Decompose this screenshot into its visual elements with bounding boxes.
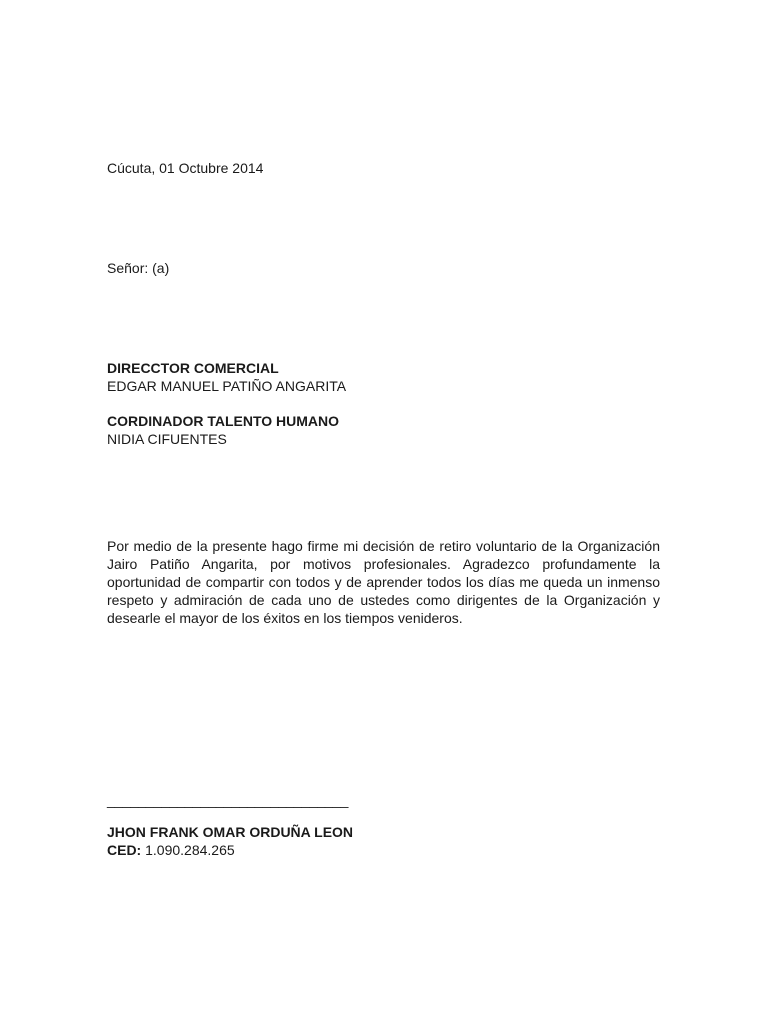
place-date: Cúcuta, 01 Octubre 2014 [107,160,264,176]
recipient-2-title: CORDINADOR TALENTO HUMANO [107,413,340,429]
recipient-1-title: DIRECCTOR COMERCIAL [107,360,279,376]
signer-id-label: CED: [107,842,142,858]
recipient-1-name: EDGAR MANUEL PATIÑO ANGARITA [107,378,347,394]
signer-id [107,841,235,859]
signature-line: _______________________________ [107,792,349,808]
recipient-2-name: NIDIA CIFUENTES [107,431,227,447]
salutation: Señor: (a) [107,260,170,276]
signer-name: JHON FRANK OMAR ORDUÑA LEON [107,824,354,840]
signer-id-value: 1.090.284.265 [141,842,235,858]
letter-body: Por medio de la presente hago firme mi decisión de retiro voluntario de la Organización Jairo Patiño Angarita, por motivos profesionales. Agradezco profundamente la oportunidad de compartir con todos y de aprender todos los días me queda un inmenso respeto y admiración de cada uno de ustedes como dirigentes de la Organización y desearle el mayor de los éxitos en los tiempos venideros. [107,538,660,626]
